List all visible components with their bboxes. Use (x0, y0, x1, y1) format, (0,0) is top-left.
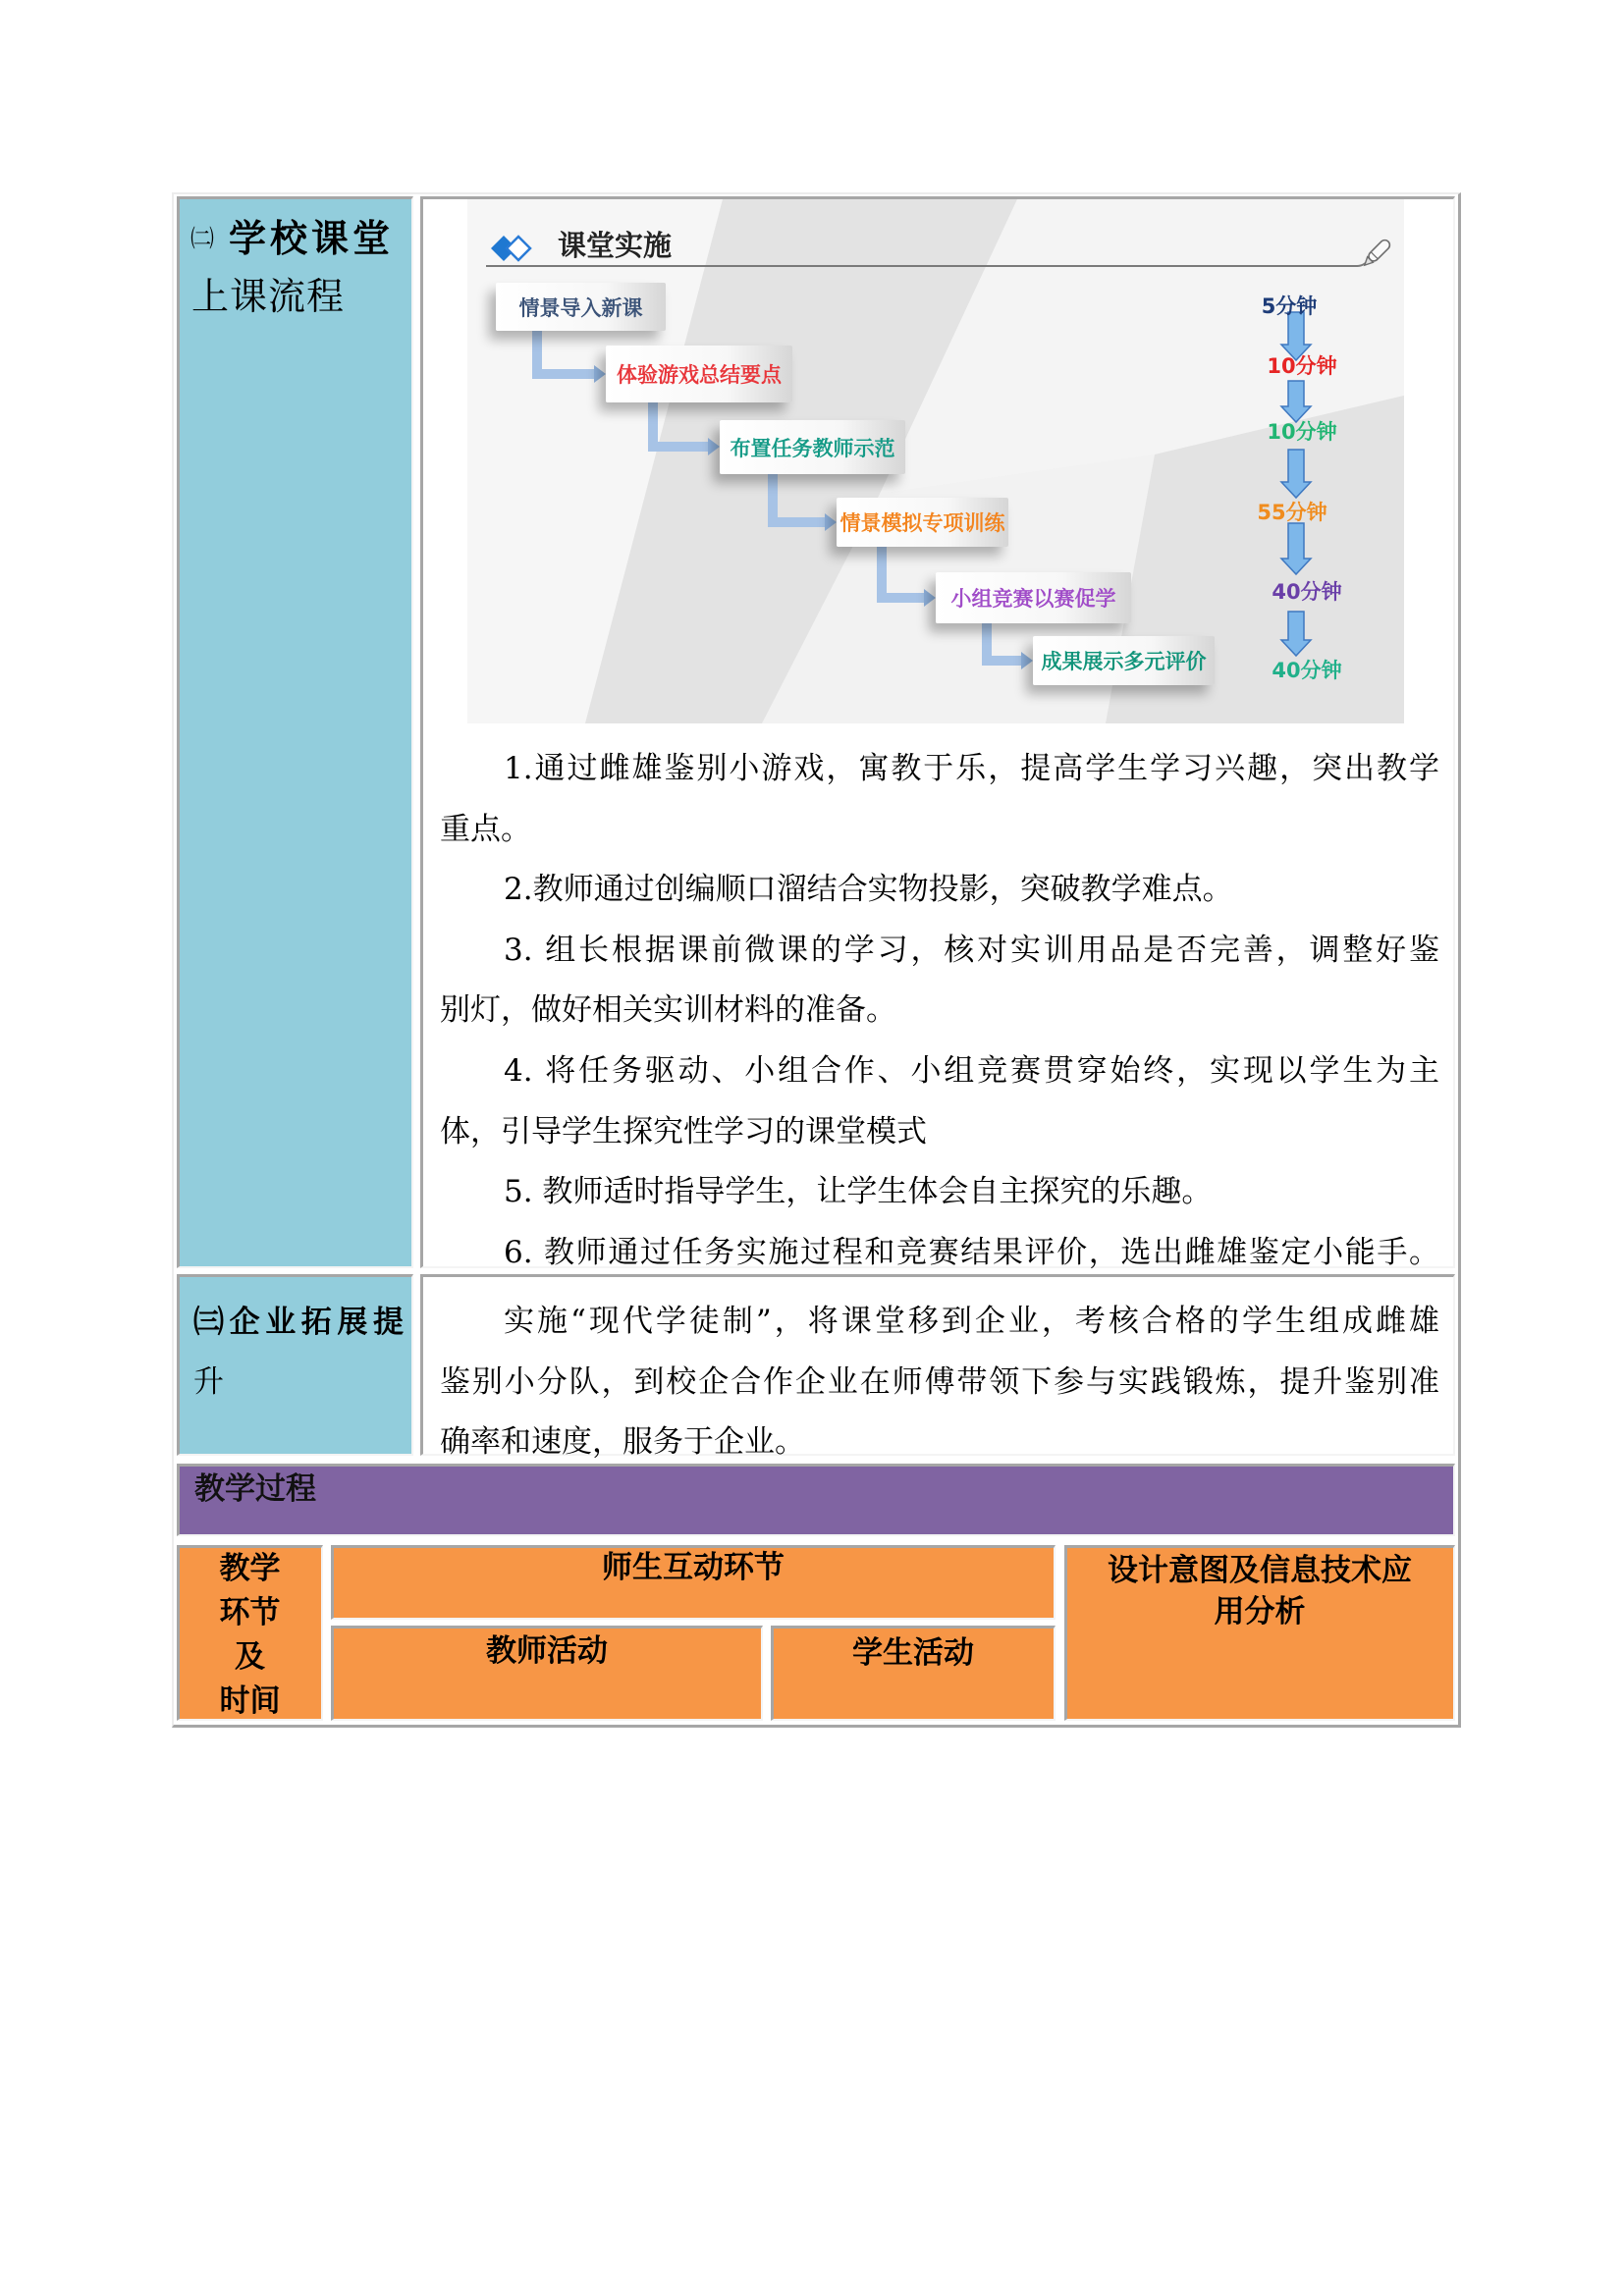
teaching-process-bar (177, 1464, 1455, 1536)
enterprise-paragraph (440, 1292, 1439, 1473)
header-design-intent-line: 设计意图及信息技术应 (1108, 1553, 1412, 1588)
diagram-title: 课堂实施 (558, 229, 673, 262)
down-arrow-icon (1281, 523, 1311, 574)
school-flow-label-line1: 学校课堂 (229, 217, 395, 260)
header-student-activity: 学生活动 (852, 1635, 974, 1671)
header-stage-time-line: 及 (235, 1639, 265, 1675)
paragraph-6-line-1: 6. 教师通过任务实施过程和竞赛结果评价，选出雌雄鉴定小能手。 (504, 1234, 1439, 1270)
down-arrow-icon (1281, 381, 1311, 422)
paragraph-1-line-1: 1.通过雌雄鉴别小游戏，寓教于乐，提高学生学习兴趣，突出教学 (504, 751, 1439, 786)
duration-arrows (467, 199, 1404, 723)
header-stage-time-line: 教学 (219, 1551, 281, 1586)
paragraph-3-line-2: 别灯，做好相关实训材料的准备。 (440, 992, 896, 1029)
school-flow-paragraphs (440, 739, 1439, 1283)
paragraph-1-line-2: 重点。 (440, 811, 531, 847)
duration-label: 40分钟 (1272, 580, 1342, 604)
down-arrow-icon (1281, 450, 1311, 498)
step-game-summary: 体验游戏总结要点 (606, 346, 792, 402)
enterprise-line-1: 实施“现代学徒制”，将课堂移到企业，考核合格的学生组成雌雄 (504, 1304, 1439, 1339)
header-interaction: 师生互动环节 (602, 1550, 785, 1585)
header-design-intent-line: 用分析 (1214, 1594, 1306, 1629)
header-stage-time-line: 时间 (219, 1683, 281, 1719)
duration-label: 10分钟 (1267, 354, 1337, 378)
header-teacher-activity: 教师活动 (486, 1633, 608, 1669)
step-task-demo: 布置任务教师示范 (720, 420, 905, 474)
enterprise-label-line1: ㈢企业拓展提 (193, 1305, 404, 1340)
paragraph-4-line-2: 体，引导学生探究性学习的课堂模式 (440, 1113, 927, 1149)
classroom-implementation-diagram (467, 199, 1404, 723)
paragraph-4-line-1: 4. 将任务驱动、小组合作、小组竞赛贯穿始终，实现以学生为主 (504, 1053, 1439, 1089)
step-scenario-intro: 情景导入新课 (496, 283, 666, 331)
school-flow-label-line2: 上课流程 (191, 275, 346, 318)
enterprise-line-2: 鉴别小分队，到校企合作企业在师傅带领下参与实践锻炼，提升鉴别准 (440, 1363, 1439, 1400)
enterprise-label-line2: 升 (193, 1364, 224, 1400)
paragraph-5-line-1: 5. 教师适时指导学生，让学生体会自主探究的乐趣。 (504, 1174, 1213, 1210)
duration-label: 40分钟 (1272, 659, 1342, 682)
school-flow-label-prefix: ㈡ (190, 225, 214, 252)
step-group-competition: 小组竞赛以赛促学 (936, 572, 1131, 623)
step-results-evaluation: 成果展示多元评价 (1033, 636, 1215, 685)
enterprise-line-3: 确率和速度，服务于企业。 (440, 1424, 805, 1461)
duration-label: 5分钟 (1261, 294, 1318, 318)
paragraph-2-line-1: 2.教师通过创编顺口溜结合实物投影，突破教学难点。 (504, 872, 1233, 908)
down-arrow-icon (1281, 612, 1311, 656)
header-stage-time-line: 环节 (219, 1595, 281, 1630)
step-simulation-training: 情景模拟专项训练 (837, 498, 1008, 547)
duration-label: 55分钟 (1257, 501, 1327, 524)
school-flow-label-cell (177, 196, 413, 1268)
duration-label: 10分钟 (1267, 420, 1337, 444)
paragraph-3-line-1: 3. 组长根据课前微课的学习，核对实训用品是否完善，调整好鉴 (504, 932, 1439, 968)
teaching-process-title: 教学过程 (194, 1471, 316, 1507)
